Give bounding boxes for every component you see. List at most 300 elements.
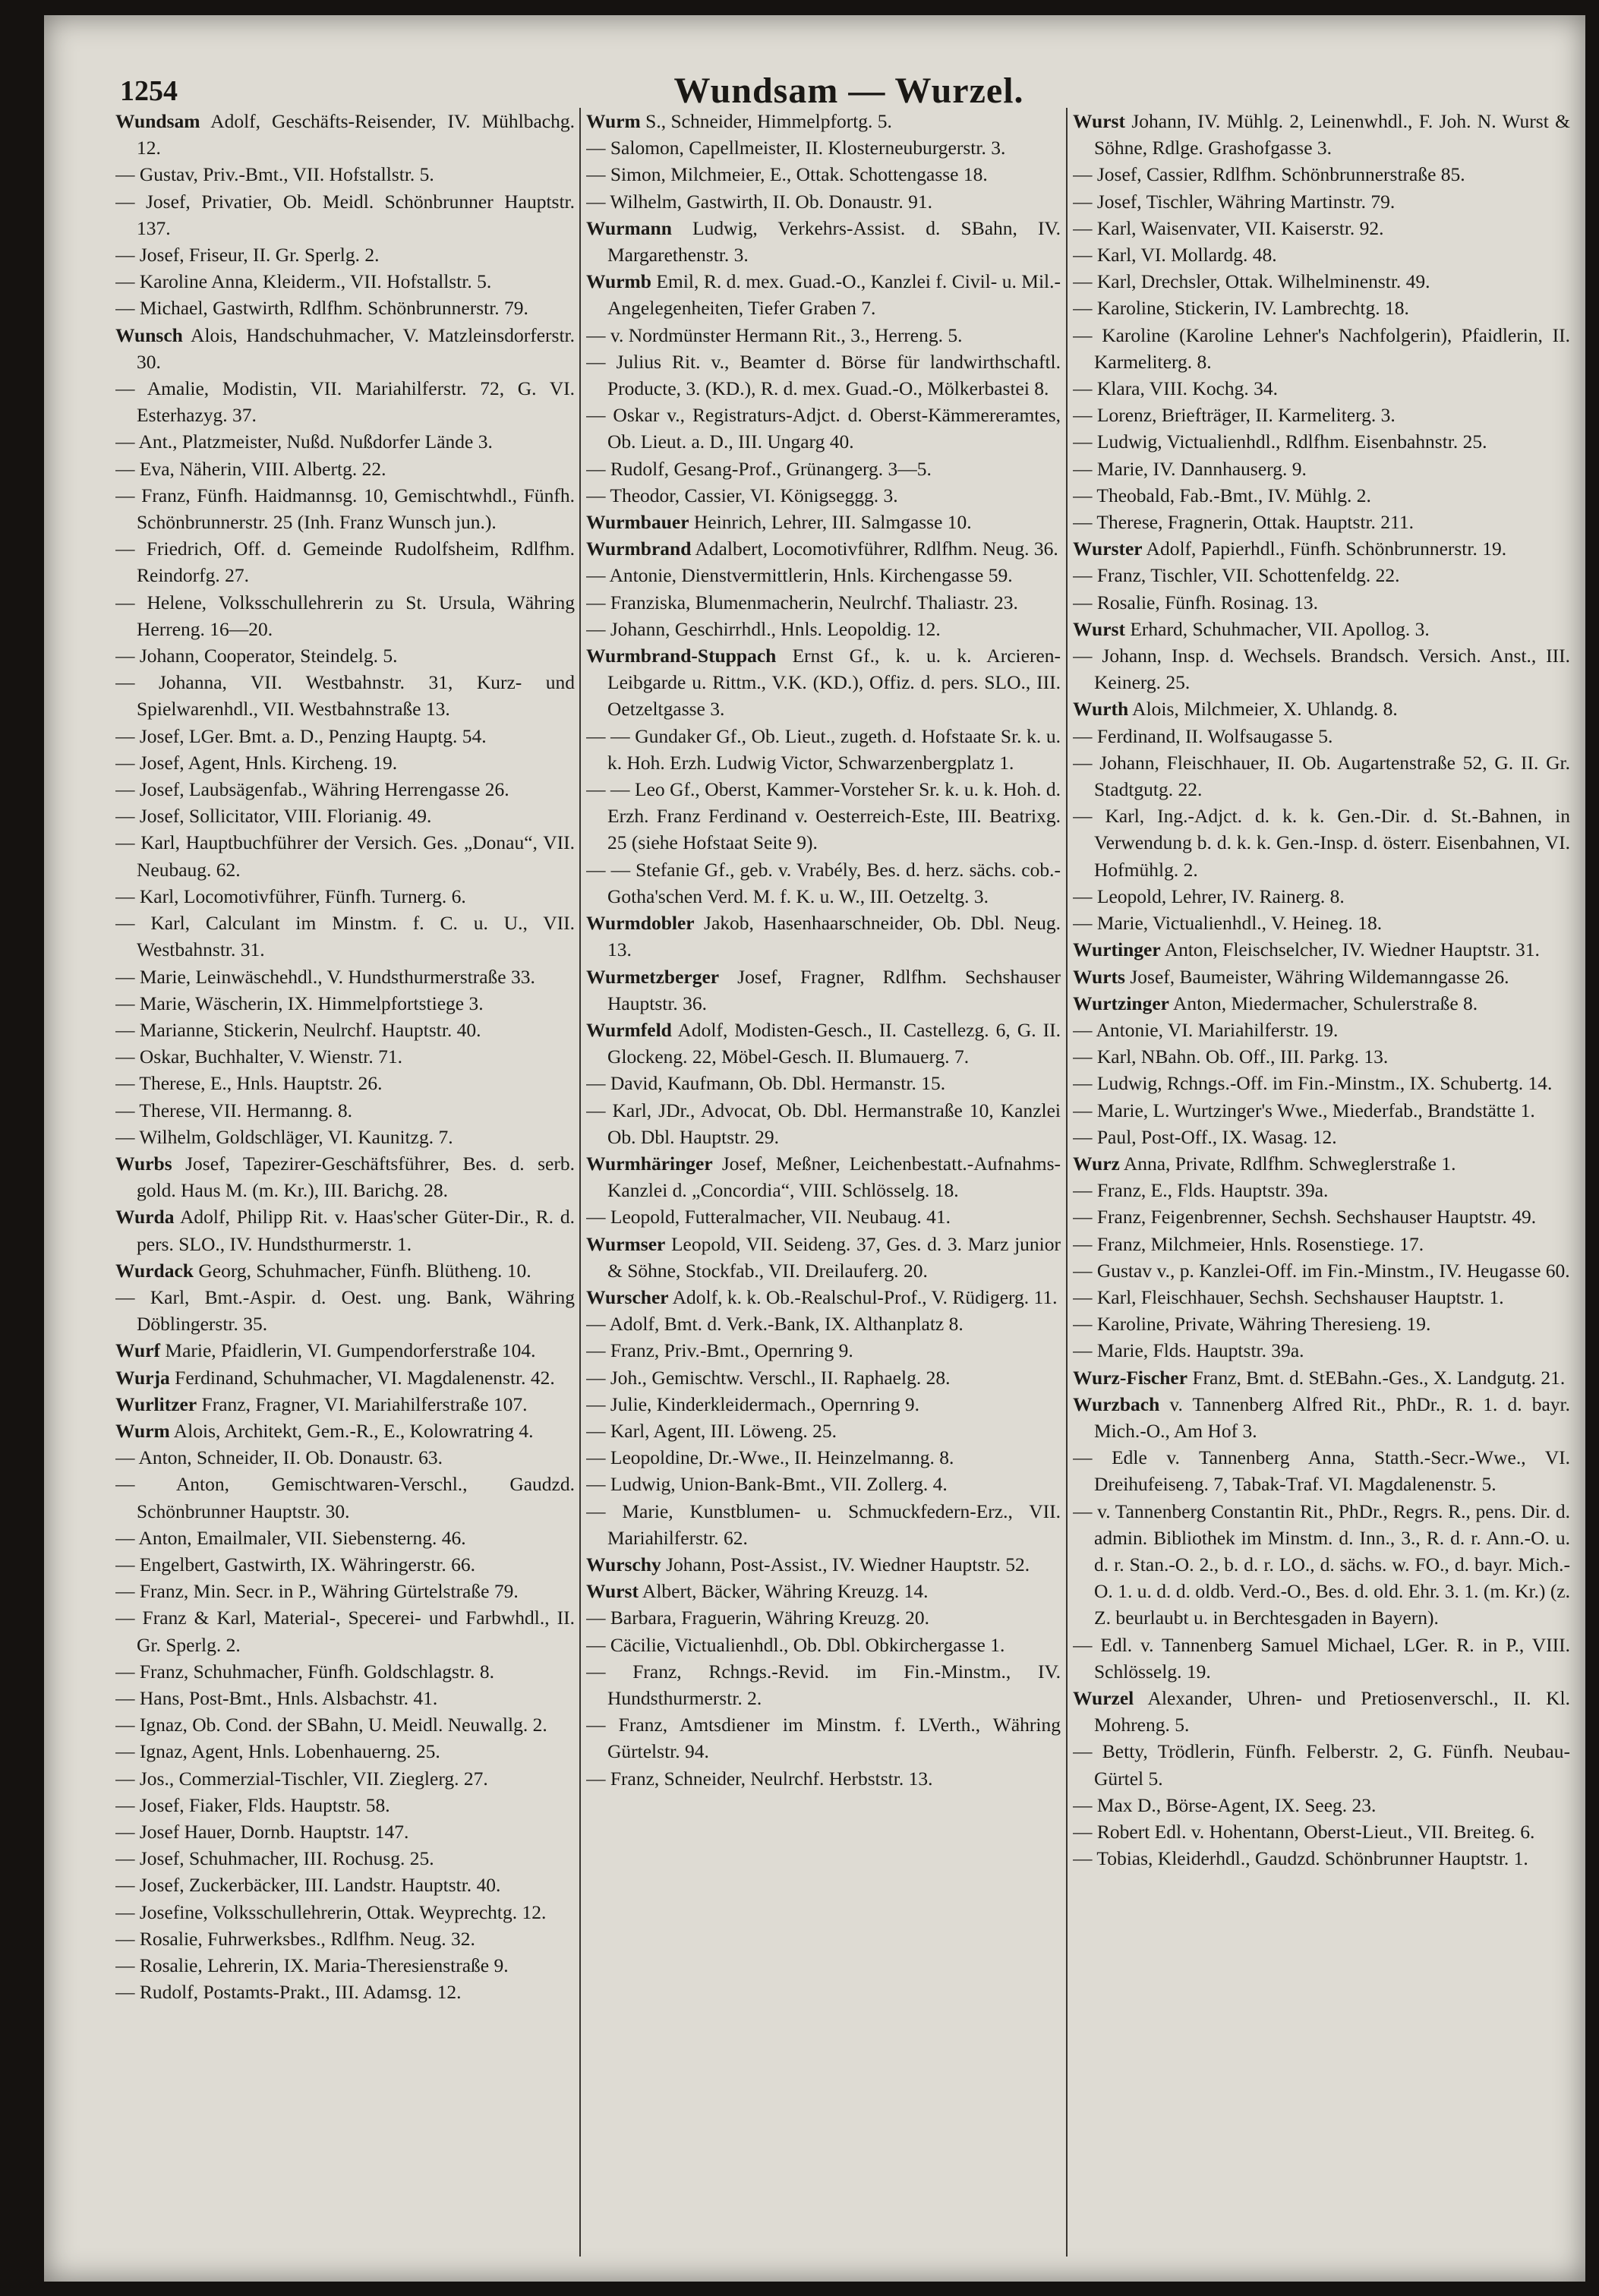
entry-details: — Josef, LGer. Bmt. a. D., Penzing Hauptg. 54.: [115, 724, 487, 747]
entry-details: — Marie, Victualienhdl., V. Heineg. 18.: [1073, 912, 1383, 935]
entry-details: — Engelbert, Gastwirth, IX. Währingerstr. 66.: [115, 1553, 476, 1575]
directory-entry: [115, 642, 575, 669]
entry-details: — Karl, Agent, III. Löweng. 25.: [586, 1419, 837, 1442]
directory-entry: [586, 1551, 1061, 1578]
directory-entry: [586, 1471, 1061, 1497]
directory-entry: [115, 1578, 575, 1604]
entry-surname: Wurtzinger: [1073, 992, 1170, 1014]
directory-entry: [115, 723, 575, 749]
directory-entry: [115, 1765, 575, 1792]
directory-entry: [1073, 990, 1570, 1017]
entry-surname: Wunsch: [115, 323, 183, 346]
entry-details: — Paul, Post-Off., IX. Wasag. 12.: [1073, 1125, 1337, 1148]
entry-details: — Leopoldine, Dr.-Wwe., II. Heinzelmanng. 8.: [586, 1446, 954, 1469]
entry-details: — Ignaz, Agent, Hnls. Lobenhauerng. 25.: [115, 1740, 440, 1763]
column-3: [1073, 108, 1570, 2257]
directory-entry: [1073, 1818, 1570, 1845]
directory-entry: [115, 1444, 575, 1471]
entry-details: — v. Tannenberg Constantin Rit., PhDr., Regrs. R., pens. Dir. d. admin. Bibliothek im Minstm. d. Inn., 3., R. d. r. Ann.-O. u. d. r. Stan.-O. 2., b. d. r. LO., d. sächs. w. FO., d. bayr. Mich.-O. 1. u. d. d. oldb. Verd.-O., Bes. d. old. Ehr. 3. 1. (m. Kr.) (z. Z. beurlaubt u. in Berchtesgaden in Bayern).: [1073, 1500, 1570, 1629]
entry-details: — Simon, Milchmeier, E., Ottak. Schottengasse 18.: [586, 163, 988, 186]
entry-details: Johann, IV. Mühlg. 2, Leinenwhdl., F. Joh. N. Wurst & Söhne, Rdlge. Grashofgasse 3.: [1094, 110, 1570, 159]
entry-details: — Franz, Priv.-Bmt., Opernring 9.: [586, 1339, 853, 1362]
entry-details: Leopold, VII. Seideng. 37, Ges. d. 3. Marz junior & Söhne, Stockfab., VII. Dreilauferg. 20.: [607, 1232, 1061, 1282]
directory-entry: [586, 1632, 1061, 1658]
directory-entry: [115, 829, 575, 882]
directory-entry: [1073, 723, 1570, 749]
entry-details: — Marie, Wäscherin, IX. Himmelpfortstiege 3.: [115, 992, 484, 1014]
directory-entry: [586, 562, 1061, 588]
entry-details: — Klara, VIII. Kochg. 34.: [1073, 377, 1279, 400]
directory-entry: [115, 1364, 575, 1391]
directory-entry: [1073, 375, 1570, 402]
entry-details: Anna, Private, Rdlfhm. Schweglerstraße 1.: [1119, 1152, 1456, 1175]
directory-entry: [115, 1979, 575, 2005]
directory-entry: [1073, 1284, 1570, 1310]
entry-details: — Rosalie, Fünfh. Rosinag. 13.: [1073, 591, 1318, 613]
directory-entry: [1073, 402, 1570, 428]
directory-entry: [586, 1203, 1061, 1230]
directory-entry: [115, 1738, 575, 1765]
directory-entry: [1073, 936, 1570, 963]
entry-details: Emil, R. d. mex. Guad.-O., Kanzlei f. Civil- u. Mil.-Angelegenheiten, Tiefer Graben 7.: [607, 270, 1061, 320]
directory-entry: [586, 188, 1061, 215]
entry-details: — — Leo Gf., Oberst, Kammer-Vorsteher Sr. k. u. k. Hoh. d. Erzh. Franz Ferdinand v. Oesterreich-Este, III. Beatrixg. 25 (siehe Hofstaat Seite 9).: [586, 778, 1061, 854]
entry-surname: Wurschy: [586, 1553, 661, 1575]
directory-entry: [115, 1818, 575, 1845]
entry-details: — Karl, Fleischhauer, Sechsh. Sechshauser Hauptstr. 1.: [1073, 1285, 1504, 1308]
directory-entry: [586, 108, 1061, 134]
directory-entry: [1073, 1097, 1570, 1124]
directory-entry: [586, 482, 1061, 509]
entry-details: — Josef, Fiaker, Flds. Hauptstr. 58.: [115, 1793, 390, 1816]
entry-details: — Robert Edl. v. Hohentann, Oberst-Lieut., VII. Breiteg. 6.: [1073, 1821, 1535, 1843]
entry-details: — Karl, Waisenvater, VII. Kaiserstr. 92.: [1073, 216, 1384, 239]
entry-details: S., Schneider, Himmelpfortg. 5.: [640, 110, 892, 132]
entry-details: — Ferdinand, II. Wolfsaugasse 5.: [1073, 724, 1333, 747]
entry-details: Ferdinand, Schuhmacher, VI. Magdalenenstr. 42.: [169, 1366, 555, 1389]
entry-details: Alexander, Uhren- und Pretiosenverschl., II. Kl. Mohreng. 5.: [1094, 1686, 1570, 1736]
directory-entry: [1073, 1337, 1570, 1364]
directory-entry: [586, 1310, 1061, 1337]
entry-details: — Karl, Hauptbuchführer der Versich. Ges. „Donau“, VII. Neubaug. 62.: [115, 831, 575, 881]
entry-surname: Wurst: [586, 1580, 639, 1603]
entry-details: — Marie, Leinwäschehdl., V. Hundsthurmerstraße 33.: [115, 965, 535, 988]
directory-entry: [586, 215, 1061, 268]
directory-entry: [115, 1097, 575, 1124]
directory-entry: [115, 669, 575, 722]
entry-surname: Wurf: [115, 1339, 161, 1362]
entry-details: Josef, Baumeister, Währing Wildemanngasse 26.: [1124, 965, 1509, 988]
directory-entry: [115, 1685, 575, 1711]
entry-details: — Karl, Calculant im Minstm. f. C. u. U., VII. Westbahnstr. 31.: [115, 912, 575, 961]
directory-entry: [586, 1284, 1061, 1310]
entry-surname: Wurlitzer: [115, 1392, 197, 1415]
directory-entry: [115, 108, 575, 161]
entry-details: — Josef, Schuhmacher, III. Rochusg. 25.: [115, 1847, 434, 1870]
directory-entry: [115, 1711, 575, 1738]
entry-details: — Rudolf, Gesang-Prof., Grünangerg. 3—5.: [586, 457, 932, 480]
directory-entry: [115, 883, 575, 910]
entry-details: — Amalie, Modistin, VII. Mariahilferstr. 72, G. VI. Esterhazyg. 37.: [115, 377, 575, 427]
entry-details: — Therese, VII. Hermanng. 8.: [115, 1099, 353, 1121]
entry-surname: Wurmbrand-Stuppach: [586, 645, 777, 667]
entry-details: Heinrich, Lehrer, III. Salmgasse 10.: [689, 511, 972, 534]
entry-details: — Theobald, Fab.-Bmt., IV. Mühlg. 2.: [1073, 484, 1371, 506]
directory-entry: [1073, 562, 1570, 588]
entry-details: — Franz & Karl, Material-, Specerei- und Farbwhdl., II. Gr. Sperlg. 2.: [115, 1607, 575, 1656]
running-title: Wundsam — Wurzel.: [673, 71, 1024, 111]
directory-entry: [115, 1203, 575, 1257]
entry-details: Anton, Fleischselcher, IV. Wiedner Hauptstr. 31.: [1160, 938, 1540, 961]
directory-entry: [1073, 1043, 1570, 1070]
entry-details: Marie, Pfaidlerin, VI. Gumpendorferstraße 104.: [160, 1339, 536, 1362]
entry-details: — Therese, E., Hnls. Hauptstr. 26.: [115, 1072, 383, 1095]
entry-surname: Wurzel: [1073, 1686, 1134, 1709]
entry-details: — Ludwig, Union-Bank-Bmt., VII. Zollerg. 4.: [586, 1473, 948, 1496]
entry-details: — Anton, Gemischtwaren-Verschl., Gaudzd. Schönbrunner Hauptstr. 30.: [115, 1473, 575, 1522]
directory-entry: [586, 1658, 1061, 1711]
entry-surname: Wurmfeld: [586, 1018, 672, 1041]
directory-entry: [586, 509, 1061, 535]
entry-details: Adolf, Philipp Rit. v. Haas'scher Güter-Dir., R. d. pers. SLO., IV. Hundsthurmerstr. 1.: [137, 1206, 575, 1255]
directory-entry: [586, 1765, 1061, 1792]
directory-entry: [115, 1925, 575, 1952]
entry-details: Alois, Architekt, Gem.-R., E., Kolowratring 4.: [169, 1419, 534, 1442]
directory-entry: [115, 1872, 575, 1898]
directory-entry: [586, 456, 1061, 482]
directory-entry: [1073, 188, 1570, 215]
entry-details: — Antonie, Dienstvermittlerin, Hnls. Kirchengasse 59.: [586, 564, 1013, 587]
directory-entry: [1073, 108, 1570, 161]
entry-details: Josef, Tapezirer-Geschäftsführer, Bes. d. serb. gold. Haus M. (m. Kr.), III. Barichg. 28.: [137, 1152, 575, 1202]
entry-details: — Karl, Drechsler, Ottak. Wilhelminenstr. 49.: [1073, 270, 1430, 293]
entry-surname: Wurmetzberger: [586, 965, 720, 988]
directory-entry: [1073, 964, 1570, 990]
entry-surname: Wurmann: [586, 216, 672, 239]
entry-surname: Wurzbach: [1073, 1392, 1160, 1415]
entry-surname: Wurmb: [586, 270, 651, 293]
entry-surname: Wurz-Fischer: [1073, 1366, 1188, 1389]
entry-details: — Gustav, Priv.-Bmt., VII. Hofstallstr. 5.: [115, 163, 434, 186]
entry-details: — Karl, NBahn. Ob. Off., III. Parkg. 13.: [1073, 1046, 1389, 1068]
entry-details: — Julius Rit. v., Beamter d. Börse für landwirthschaftl. Producte, 3. (KD.), R. d. mex. Guad.-O., Mölkerbastei 8.: [586, 350, 1061, 400]
directory-entry: [586, 1711, 1061, 1765]
entry-details: — Joh., Gemischtw. Verschl., II. Raphaelg. 28.: [586, 1366, 951, 1389]
entry-details: — Ignaz, Ob. Cond. der SBahn, U. Meidl. Neuwallg. 2.: [115, 1714, 547, 1736]
directory-entry: [586, 964, 1061, 1017]
entry-details: — Karoline (Karoline Lehner's Nachfolgerin), Pfaidlerin, II. Karmeliterg. 8.: [1073, 323, 1570, 373]
entry-surname: Wurst: [1073, 617, 1125, 640]
entry-details: — Edle v. Tannenberg Anna, Statth.-Secr.-Wwe., VI. Dreihufeiseng. 7, Tabak-Traf. VI. Magdalenenstr. 5.: [1073, 1446, 1570, 1496]
entry-details: — Oskar v., Registraturs-Adjct. d. Oberst-Kämmereramtes, Ob. Lieut. a. D., III. Ungarg 40.: [586, 404, 1061, 453]
entry-details: — Friedrich, Off. d. Gemeinde Rudolfsheim, Rdlfhm. Reindorfg. 27.: [115, 538, 575, 587]
directory-entry: [115, 749, 575, 776]
entry-surname: Wurbs: [115, 1152, 172, 1175]
entry-details: — Franziska, Blumenmacherin, Neulrchf. Thaliastr. 23.: [586, 591, 1018, 613]
directory-entry: [115, 1257, 575, 1284]
directory-entry: [586, 535, 1061, 562]
directory-entry: [586, 1444, 1061, 1471]
entry-details: — Salomon, Capellmeister, II. Klosterneuburgerstr. 3.: [586, 137, 1006, 159]
directory-entry: [1073, 883, 1570, 910]
column-2: [586, 108, 1061, 2257]
directory-entry: [115, 535, 575, 588]
entry-surname: Wurst: [1073, 110, 1125, 132]
entry-details: — Josef, Privatier, Ob. Meidl. Schönbrunner Hauptstr. 137.: [115, 190, 575, 239]
entry-details: — Antonie, VI. Mariahilferstr. 19.: [1073, 1018, 1339, 1041]
entry-details: — Franz, Fünfh. Haidmannsg. 10, Gemischtwhdl., Fünfh. Schönbrunnerstr. 25 (Inh. Franz Wunsch jun.).: [115, 484, 575, 534]
entry-details: — Gustav v., p. Kanzlei-Off. im Fin.-Minstm., IV. Heugasse 60.: [1073, 1259, 1570, 1282]
directory-entry: [1073, 161, 1570, 188]
directory-entry: [1073, 1070, 1570, 1096]
entry-details: — Josefine, Volksschullehrerin, Ottak. Weyprechtg. 12.: [115, 1900, 547, 1923]
directory-entry: [586, 1017, 1061, 1070]
entry-details: — Karl, VI. Mollardg. 48.: [1073, 244, 1277, 266]
entry-surname: Wurts: [1073, 965, 1125, 988]
entry-details: — Marie, Kunstblumen- u. Schmuckfedern-Erz., VII. Mariahilferstr. 62.: [586, 1500, 1061, 1549]
entry-details: — Wilhelm, Gastwirth, II. Ob. Donaustr. 91.: [586, 190, 933, 213]
entry-surname: Wurm: [586, 110, 641, 132]
entry-details: — Franz, Feigenbrenner, Sechsh. Sechshauser Hauptstr. 49.: [1073, 1206, 1537, 1228]
entry-details: — Anton, Emailmaler, VII. Siebensterng. 46.: [115, 1526, 466, 1549]
entry-details: Josef, Fragner, Rdlfhm. Sechshauser Hauptstr. 36.: [607, 965, 1061, 1014]
entry-details: — Franz, Milchmeier, Hnls. Rosenstiege. 17.: [1073, 1232, 1424, 1255]
entry-details: — Karoline Anna, Kleiderm., VII. Hofstallstr. 5.: [115, 270, 492, 293]
entry-details: — Ludwig, Victualienhdl., Rdlfhm. Eisenbahnstr. 25.: [1073, 430, 1487, 453]
entry-details: — — Stefanie Gf., geb. v. Vrabély, Bes. d. herz. sächs. cob.-Gotha'schen Verd. M. f. K. u. W., III. Oetzeltg. 3.: [586, 858, 1061, 907]
directory-entry: [1073, 1498, 1570, 1632]
entry-details: Adolf, Modisten-Gesch., II. Castellezg. 6, G. II. Glockeng. 22, Möbel-Gesch. II. Blumauerg. 7.: [607, 1018, 1061, 1068]
directory-entry: [1073, 428, 1570, 455]
directory-entry: [586, 856, 1061, 910]
entry-details: — Edl. v. Tannenberg Samuel Michael, LGer. R. in P., VIII. Schlösselg. 19.: [1073, 1633, 1570, 1683]
directory-entry: [115, 322, 575, 375]
entry-details: — Franz, Schuhmacher, Fünfh. Goldschlagstr. 8.: [115, 1660, 494, 1683]
directory-entry: [115, 1124, 575, 1150]
directory-entry: [115, 1792, 575, 1818]
entry-surname: Wurmhäringer: [586, 1152, 713, 1175]
entry-details: — Karl, JDr., Advocat, Ob. Dbl. Hermanstraße 10, Kanzlei Ob. Dbl. Hauptstr. 29.: [586, 1099, 1061, 1148]
entry-details: Jakob, Hasenhaarschneider, Ob. Dbl. Neug. 13.: [607, 912, 1061, 961]
entry-details: Adolf, k. k. Ob.-Realschul-Prof., V. Rüdigerg. 11.: [668, 1285, 1058, 1308]
entry-details: — — Gundaker Gf., Ob. Lieut., zugeth. d. Hofstaate Sr. k. u. k. Hoh. Erzh. Ludwig Victor, Schwarzenbergplatz 1.: [586, 724, 1061, 774]
entry-details: — Franz, Tischler, VII. Schottenfeldg. 22.: [1073, 564, 1400, 587]
entry-surname: Wurmdobler: [586, 912, 695, 935]
directory-entry: [1073, 910, 1570, 936]
entry-details: — Josef, Cassier, Rdlfhm. Schönbrunnerstraße 85.: [1073, 163, 1465, 186]
entry-details: — Johann, Geschirrhdl., Hnls. Leopoldig. 12.: [586, 617, 941, 640]
entry-surname: Wurm: [115, 1419, 170, 1442]
entry-details: — Johann, Fleischhauer, II. Ob. Augartenstraße 52, G. II. Gr. Stadtgutg. 22.: [1073, 751, 1570, 801]
entry-details: — Lorenz, Briefträger, II. Karmeliterg. 3.: [1073, 404, 1396, 427]
entry-surname: Wurster: [1073, 538, 1143, 560]
entry-details: — Josef, Agent, Hnls. Kircheng. 19.: [115, 751, 398, 774]
entry-details: v. Tannenberg Alfred Rit., PhDr., R. 1. d. bayr. Mich.-O., Am Hof 3.: [1094, 1392, 1570, 1442]
directory-entry: [1073, 1685, 1570, 1738]
entry-surname: Wurda: [115, 1206, 175, 1228]
entry-details: Franz, Bmt. d. StEBahn.-Ges., X. Landgutg. 21.: [1187, 1366, 1566, 1389]
directory-entry: [1073, 268, 1570, 295]
page-header: [105, 55, 1593, 111]
entry-surname: Wurmser: [586, 1232, 666, 1255]
directory-entry: [1073, 1738, 1570, 1791]
directory-entry: [115, 1658, 575, 1685]
entry-details: — Anton, Schneider, II. Ob. Donaustr. 63.: [115, 1446, 443, 1469]
entry-details: — Johann, Insp. d. Wechsels. Brandsch. Versich. Anst., III. Keinerg. 25.: [1073, 645, 1570, 694]
directory-entry: [586, 1418, 1061, 1444]
directory-entry: [1073, 1310, 1570, 1337]
directory-entry: [1073, 215, 1570, 241]
entry-details: Ernst Gf., k. u. k. Arcieren-Leibgarde u. Rittm., V.K. (KD.), Offiz. d. pers. SLO., III. Oetzeltgasse 3.: [607, 645, 1061, 721]
directory-entry: [115, 1471, 575, 1524]
directory-entry: [586, 589, 1061, 616]
entry-details: Alois, Handschuhmacher, V. Matzleinsdorferstr. 30.: [137, 323, 575, 373]
entry-details: — Barbara, Fraguerin, Währing Kreuzg. 20.: [586, 1607, 930, 1629]
entry-details: — Eva, Näherin, VIII. Albertg. 22.: [115, 457, 386, 480]
directory-entry: [115, 1337, 575, 1364]
directory-entry: [1073, 241, 1570, 268]
entry-details: — Josef, Friseur, II. Gr. Sperlg. 2.: [115, 244, 380, 266]
entry-details: Albert, Bäcker, Währing Kreuzg. 14.: [638, 1580, 929, 1603]
entry-details: — Karoline, Private, Währing Theresieng. 19.: [1073, 1313, 1431, 1336]
entry-details: — Josef Hauer, Dornb. Hauptstr. 147.: [115, 1821, 409, 1843]
entry-details: — Marie, IV. Dannhauserg. 9.: [1073, 457, 1307, 480]
entry-details: — Betty, Trödlerin, Fünfh. Felberstr. 2, G. Fünfh. Neubau-Gürtel 5.: [1073, 1740, 1570, 1790]
entry-details: — Leopold, Futteralmacher, VII. Neubaug. 41.: [586, 1206, 951, 1228]
entry-details: — Johann, Cooperator, Steindelg. 5.: [115, 645, 398, 667]
directory-entry: [586, 322, 1061, 348]
directory-entry: [586, 616, 1061, 642]
directory-entry: [115, 1043, 575, 1070]
column-1: [115, 108, 575, 2257]
directory-entry: [115, 1070, 575, 1096]
directory-entry: [586, 134, 1061, 161]
directory-entry: [1073, 642, 1570, 695]
column-divider-2: [1066, 108, 1068, 2257]
directory-entry: [1073, 295, 1570, 321]
entry-details: — Hans, Post-Bmt., Hnls. Alsbachstr. 41.: [115, 1686, 438, 1709]
directory-entry: [115, 1391, 575, 1418]
entry-surname: Wurja: [115, 1366, 170, 1389]
entry-details: Franz, Fragner, VI. Mariahilferstraße 107.: [197, 1392, 528, 1415]
entry-details: Adolf, Papierhdl., Fünfh. Schönbrunnerstr. 19.: [1142, 538, 1507, 560]
entry-details: — Cäcilie, Victualienhdl., Ob. Dbl. Obkirchergasse 1.: [586, 1633, 1005, 1656]
entry-details: Josef, Meßner, Leichenbestatt.-Aufnahms-Kanzlei d. „Concordia“, VIII. Schlösselg. 18.: [607, 1152, 1061, 1202]
directory-entry: [115, 1604, 575, 1657]
entry-details: — Rosalie, Lehrerin, IX. Maria-Theresienstraße 9.: [115, 1954, 509, 1977]
entry-details: — Helene, Volksschullehrerin zu St. Ursula, Währing Herreng. 16—20.: [115, 591, 575, 640]
directory-entry: [1073, 1632, 1570, 1685]
directory-entry: [1073, 1231, 1570, 1257]
entry-details: Georg, Schuhmacher, Fünfh. Blütheng. 10.: [193, 1259, 531, 1282]
entry-details: — Therese, Fragnerin, Ottak. Hauptstr. 211.: [1073, 511, 1414, 534]
entry-details: — Franz, E., Flds. Hauptstr. 39a.: [1073, 1179, 1329, 1202]
entry-details: — Karoline, Stickerin, IV. Lambrechtg. 18.: [1073, 297, 1409, 320]
directory-entry: [586, 402, 1061, 455]
entry-details: — Franz, Min. Secr. in P., Währing Gürtelstraße 79.: [115, 1580, 519, 1603]
directory-entry: [586, 642, 1061, 723]
entry-details: — Rudolf, Postamts-Prakt., III. Adamsg. 12.: [115, 1981, 462, 2004]
directory-entry: [1073, 1124, 1570, 1150]
entry-details: — Josef, Laubsägenfab., Währing Herrengasse 26.: [115, 778, 509, 801]
entry-details: — Marianne, Stickerin, Neulrchf. Hauptstr. 40.: [115, 1018, 481, 1041]
directory-entry: [115, 1284, 575, 1337]
directory-entry: [1073, 1792, 1570, 1818]
directory-entry: [586, 161, 1061, 188]
entry-details: Ludwig, Verkehrs-Assist. d. SBahn, IV. Margarethenstr. 3.: [607, 216, 1061, 266]
directory-entry: [1073, 1444, 1570, 1497]
directory-entry: [115, 1418, 575, 1444]
entry-details: — Josef, Zuckerbäcker, III. Landstr. Hauptstr. 40.: [115, 1874, 501, 1897]
directory-entry: [1073, 1257, 1570, 1284]
directory-entry: [1073, 1203, 1570, 1230]
entry-details: — Ludwig, Rchngs.-Off. im Fin.-Minstm., IX. Schubertg. 14.: [1073, 1072, 1553, 1095]
entry-details: — Adolf, Bmt. d. Verk.-Bank, IX. Althanplatz 8.: [586, 1313, 964, 1336]
directory-entry: [586, 1364, 1061, 1391]
entry-surname: Wurmbrand: [586, 538, 692, 560]
entry-details: — Karl, Bmt.-Aspir. d. Oest. ung. Bank, Währing Döblingerstr. 35.: [115, 1285, 575, 1336]
directory-entry: [1073, 535, 1570, 562]
directory-entry: [586, 723, 1061, 776]
directory-entry: [586, 1231, 1061, 1284]
entry-surname: Wurdack: [115, 1259, 194, 1282]
entry-details: Adalbert, Locomotivführer, Rdlfhm. Neug. 36.: [691, 538, 1058, 560]
directory-entry: [1073, 1845, 1570, 1872]
directory-entry: [1073, 509, 1570, 535]
entry-details: Johann, Post-Assist., IV. Wiedner Hauptstr. 52.: [661, 1553, 1030, 1575]
entry-surname: Wurscher: [586, 1285, 669, 1308]
directory-entry: [586, 776, 1061, 856]
directory-entry: [115, 188, 575, 241]
directory-entry: [586, 348, 1061, 402]
directory-entry: [115, 1899, 575, 1925]
directory-entry: [586, 1097, 1061, 1150]
directory-entry: [115, 776, 575, 803]
directory-entry: [115, 589, 575, 642]
directory-entry: [115, 1150, 575, 1203]
directory-entry: [115, 1952, 575, 1979]
entry-details: — Johanna, VII. Westbahnstr. 31, Kurz- und Spielwarenhdl., VII. Westbahnstraße 13.: [115, 671, 575, 721]
entry-surname: Wurmbauer: [586, 511, 689, 534]
directory-entry: [115, 1551, 575, 1578]
entry-details: — Rosalie, Fuhrwerksbes., Rdlfhm. Neug. 32.: [115, 1927, 475, 1950]
directory-entry: [115, 456, 575, 482]
entry-details: — Max D., Börse-Agent, IX. Seeg. 23.: [1073, 1793, 1377, 1816]
directory-entry: [115, 375, 575, 428]
entry-details: — Marie, L. Wurtzinger's Wwe., Miederfab., Brandstätte 1.: [1073, 1099, 1535, 1121]
entry-details: — Julie, Kinderkleidermach., Opernring 9.: [586, 1392, 920, 1415]
directory-entry: [586, 1498, 1061, 1551]
entry-details: Anton, Miedermacher, Schulerstraße 8.: [1169, 992, 1478, 1014]
entry-details: — Marie, Flds. Hauptstr. 39a.: [1073, 1339, 1304, 1362]
directory-entry: [1073, 695, 1570, 722]
directory-entry: [115, 990, 575, 1017]
directory-entry: [115, 964, 575, 990]
entry-surname: Wurtinger: [1073, 938, 1161, 961]
directory-entry: [1073, 1364, 1570, 1391]
entry-details: — Ant., Platzmeister, Nußd. Nußdorfer Lände 3.: [115, 430, 493, 453]
directory-entry: [1073, 1017, 1570, 1043]
directory-entry: [115, 428, 575, 455]
entry-details: — Karl, Locomotivführer, Fünfh. Turnerg. 6.: [115, 885, 466, 907]
entry-details: — Josef, Sollicitator, VIII. Florianig. 49.: [115, 805, 432, 828]
directory-entry: [115, 1017, 575, 1043]
entry-details: — Franz, Schneider, Neulrchf. Herbststr. 13.: [586, 1767, 933, 1790]
entry-details: — Oskar, Buchhalter, V. Wienstr. 71.: [115, 1046, 402, 1068]
entry-details: — Jos., Commerzial-Tischler, VII. Zieglerg. 27.: [115, 1767, 488, 1790]
entry-details: Erhard, Schuhmacher, VII. Apollog. 3.: [1124, 617, 1430, 640]
column-divider-1: [579, 108, 581, 2257]
